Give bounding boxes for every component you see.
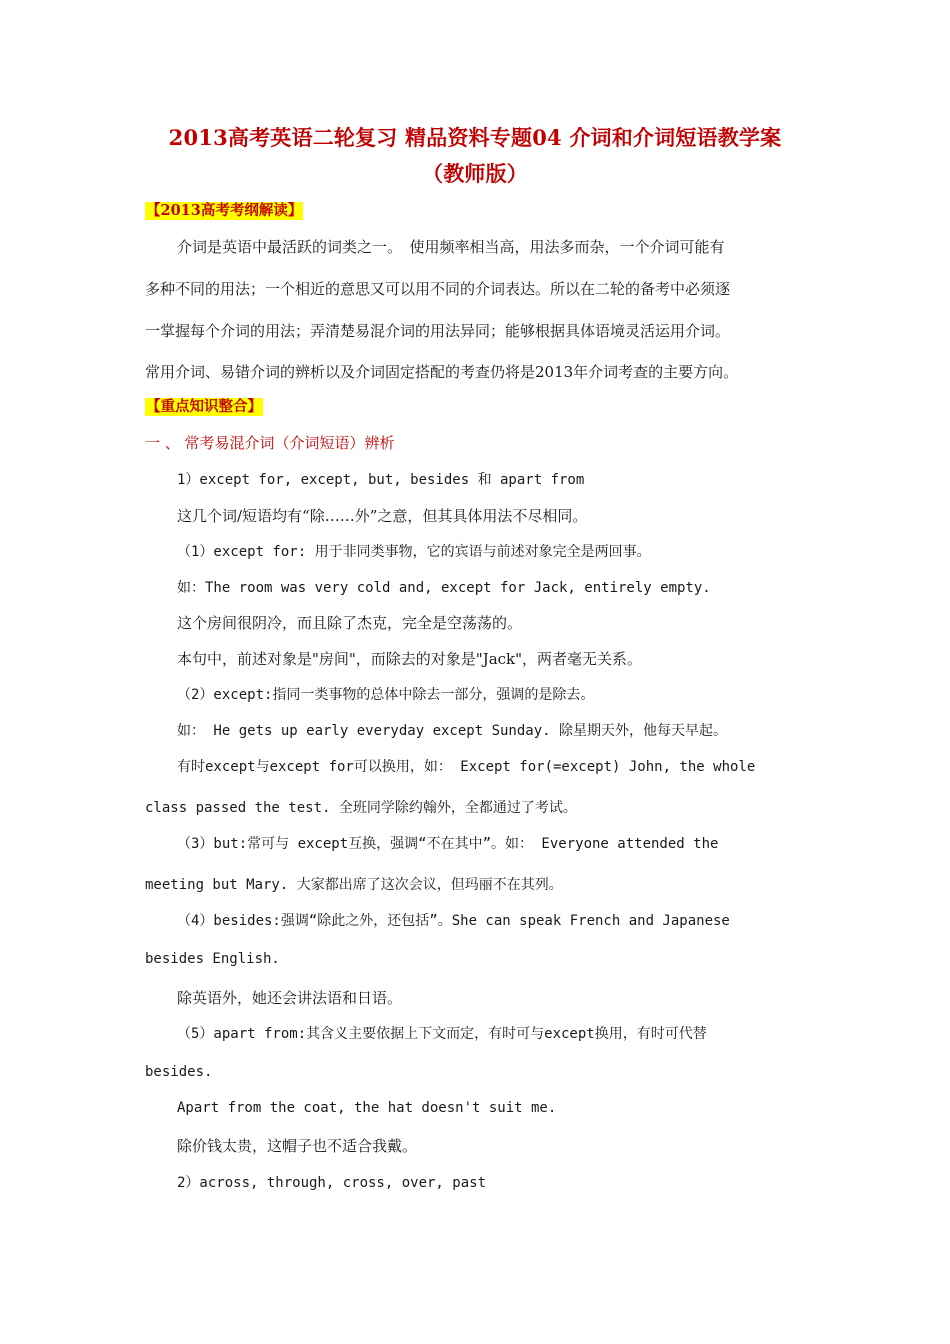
list-item: 2）across, through, cross, over, past [177, 1175, 487, 1191]
text-line: meeting but Mary. 大家都出席了这次会议，但玛丽不在其列。 [145, 877, 563, 893]
document-subtitle: （教师版） [422, 161, 528, 186]
document-title: 2013高考英语二轮复习 精品资料专题04 介词和介词短语教学案 [168, 125, 782, 150]
text-line: （1）except for: 用于非同类事物，它的宾语与前述对象完全是两回事。 [177, 544, 651, 560]
text-line: 这几个词/短语均有“除……外”之意，但其具体用法不尽相同。 [177, 507, 588, 525]
text-line: 如： He gets up early everyday except Sunday. 除星期天外，他每天早起。 [177, 723, 728, 739]
list-item: 1）except for, except, but, besides 和 apart from [177, 472, 585, 488]
text-line: 有时except与except for可以换用，如： Except for(=except) John, the whole [177, 759, 756, 775]
subsection-heading: 一 、 常考易混介词（介词短语）辨析 [145, 434, 395, 452]
paragraph-line: 一掌握每个介词的用法；弄清楚易混介词的用法异同；能够根据具体语境灵活运用介词。 [145, 322, 731, 340]
text-line: class passed the test. 全班同学除约翰外，全都通过了考试。 [145, 800, 577, 816]
text-line: 除价钱太贵，这帽子也不适合我戴。 [177, 1137, 418, 1155]
section-heading-exam-outline: 【2013高考考纲解读】 [146, 202, 303, 219]
text-line: besides. [145, 1064, 213, 1080]
text-line: 如：The room was very cold and, except for Jack, entirely empty. [177, 580, 711, 596]
text-line: 这个房间很阴冷，而且除了杰克，完全是空荡荡的。 [177, 614, 523, 632]
text-line: 除英语外，她还会讲法语和日语。 [177, 989, 403, 1007]
text-line: （4）besides:强调“除此之外，还包括”。She can speak French and Japanese [177, 913, 730, 929]
paragraph-line: 介词是英语中最活跃的词类之一。 使用频率相当高，用法多而杂，一个介词可能有 [177, 238, 725, 256]
text-line: Apart from the coat, the hat doesn't suit me. [177, 1100, 557, 1116]
paragraph-line: 常用介词、易错介词的辨析以及介词固定搭配的考查仍将是2013年介词考查的主要方向。 [145, 363, 739, 381]
text-line: 本句中，前述对象是"房间"，而除去的对象是"Jack"，两者毫无关系。 [177, 650, 643, 668]
text-line: （5）apart from:其含义主要依据上下文而定，有时可与except换用，有时可代替 [177, 1026, 707, 1042]
text-line: besides English. [145, 951, 280, 967]
section-heading-key-knowledge: 【重点知识整合】 [146, 398, 262, 415]
text-line: （2）except:指同一类事物的总体中除去一部分，强调的是除去。 [177, 687, 595, 703]
paragraph-line: 多种不同的用法；一个相近的意思又可以用不同的介词表达。所以在二轮的备考中必须逐 [145, 280, 731, 298]
text-line: （3）but:常可与 except互换，强调“不在其中”。如： Everyone attended the [177, 836, 719, 852]
